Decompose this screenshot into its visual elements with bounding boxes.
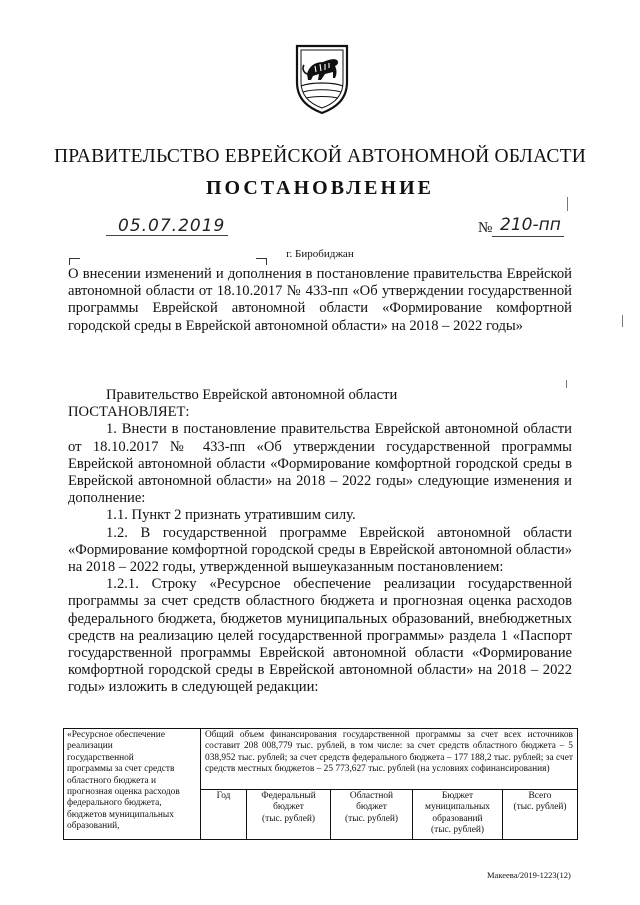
document-type: ПОСТАНОВЛЕНИЕ — [206, 177, 434, 199]
document-date: 05.07.2019 — [118, 216, 226, 236]
funding-summary: Общий объем финансирования государственной программы за счет всех источников составит 208 008,779 тыс. рублей, в том числе: за счет средств областного бюджета – 5 038,952 тыс. рублей; за счет средств федерального бюджета – 177 188,2 тыс. рублей; за счет средств местных бюджетов – 25 773,627 тыс. рублей (на условиях софинансирования) — [205, 730, 573, 775]
row-label-line: бюджетов муниципальных — [67, 809, 174, 820]
row-label-line: прогнозная оценка расходов — [67, 787, 180, 798]
paragraph-1-2-1: 1.2.1. Строку «Ресурсное обеспечение реализации государственной программы за счет средств областного бюджета и прогнозная оценка расходов федерального бюджета, бюджетов муниципальных образований, внебюджетных средств на реализацию целей государственной программы» раздела 1 «Паспорт государственной программы Еврейской автономной области «Формирование комфортной городской среды в Еврейской автономной области» на 2018 – 2022 годы» изложить в следующей редакции: — [68, 576, 572, 696]
row-label-line: реализации — [67, 741, 113, 752]
date-underline — [106, 235, 228, 236]
scan-mark — [567, 197, 568, 211]
city-name: г. Биробиджан — [286, 248, 354, 260]
row-label-line: государственной — [67, 752, 134, 763]
table-row-label — [64, 729, 201, 839]
document-body — [68, 387, 572, 697]
table-column-headers — [201, 789, 577, 839]
row-label-line: федерального бюджета, — [67, 798, 162, 809]
row-label-line: «Ресурсное обеспечение — [67, 730, 165, 740]
document-code: Макеева/2019-1223(12) — [487, 870, 571, 880]
column-header-federal: Федеральный бюджет (тыс. рублей) — [247, 790, 331, 839]
paragraph-1-2: 1.2. В государственной программе Еврейской автономной области «Формирование комфортной городской среды в Еврейской автономной области» на 2018 – 2022 годы, утвержденной вышеуказанным постановлением: — [68, 524, 572, 576]
government-name: ПРАВИТЕЛЬСТВО ЕВРЕЙСКОЙ АВТОНОМНОЙ ОБЛАСТИ — [53, 146, 587, 167]
column-header-municipal: Бюджет муниципальных образований (тыс. рублей) — [413, 790, 503, 839]
title-corner-right — [256, 258, 267, 265]
column-header-regional: Областной бюджет (тыс. рублей) — [331, 790, 413, 839]
row-label-line: программы за счет средств — [67, 764, 175, 775]
issuer-line: Правительство Еврейской автономной области — [106, 387, 398, 403]
row-label-line: образований, — [67, 821, 120, 832]
row-label-line: областного бюджета и — [67, 775, 156, 786]
scan-mark — [566, 380, 567, 388]
resolves-line: ПОСТАНОВЛЯЕТ: — [68, 404, 190, 421]
coat-of-arms-emblem — [293, 42, 351, 116]
scan-mark — [622, 315, 623, 327]
paragraph-1-1: 1.1. Пункт 2 признать утратившим силу. — [106, 507, 356, 524]
column-header-total: Всего (тыс. рублей) — [513, 791, 567, 813]
funding-table — [63, 728, 578, 840]
column-header-year: Год — [201, 790, 247, 839]
document-title: О внесении изменений и дополнения в постановление правительства Еврейской автономной области от 18.10.2017 № 433-пп «Об утверждении государственной программы Еврейской автономной области «Формирование комфортной городской среды в Еврейской автономной области» на 2018 – 2022 годы» — [68, 266, 572, 334]
number-underline — [492, 236, 564, 237]
document-number: 210-пп — [500, 215, 561, 235]
number-sign: № — [478, 220, 493, 236]
title-corner-left — [69, 258, 80, 265]
paragraph-1: 1. Внести в постановление правительства Еврейской автономной области от 18.10.2017 № 433-пп «Об утверждении государственной программы Еврейской автономной области «Формирование комфортной городской среды в Еврейской автономной области» на 2018 – 2022 годы» следующие изменения и дополнение: — [68, 421, 572, 507]
